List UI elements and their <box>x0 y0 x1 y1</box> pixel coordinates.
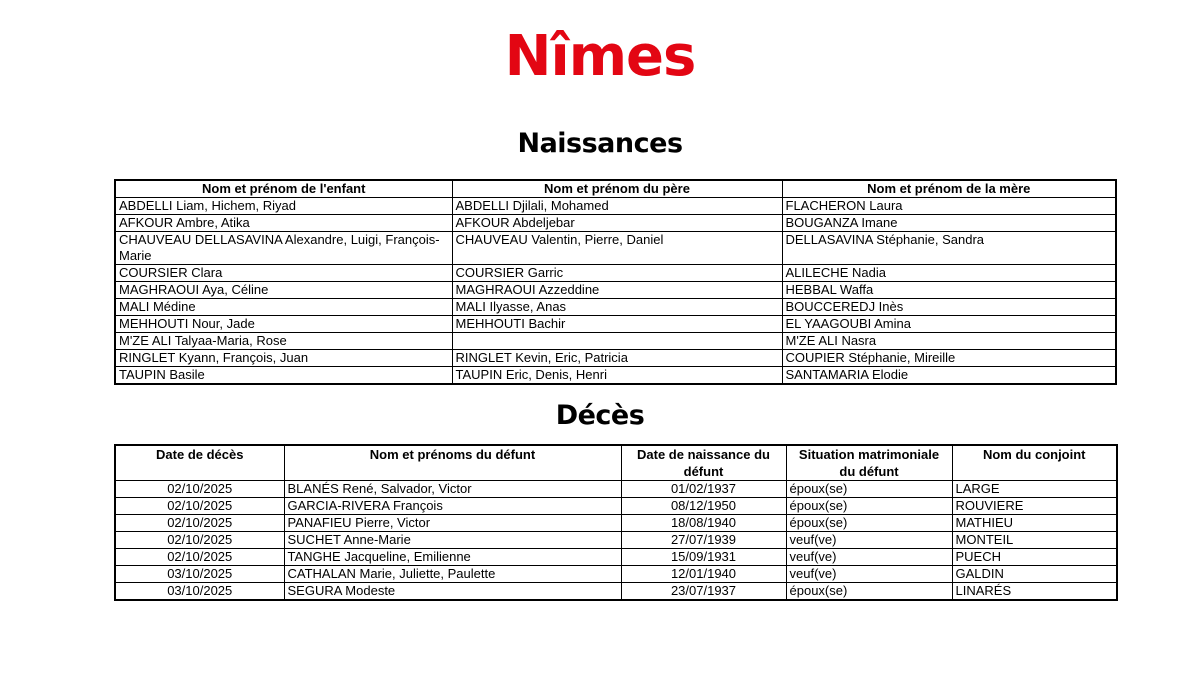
mother-name: HEBBAL Waffa <box>782 282 1116 299</box>
child-name: TAUPIN Basile <box>115 367 452 385</box>
deceased-name: SEGURA Modeste <box>284 583 621 601</box>
spouse-name: LINARÉS <box>952 583 1117 601</box>
spouse-name: GALDIN <box>952 566 1117 583</box>
birth-date: 15/09/1931 <box>621 549 786 566</box>
header-death-date: Date de décès <box>115 445 284 481</box>
death-date: 03/10/2025 <box>115 583 284 601</box>
mother-name: COUPIER Stéphanie, Mireille <box>782 350 1116 367</box>
mother-name: FLACHERON Laura <box>782 198 1116 215</box>
table-row <box>115 566 1117 583</box>
marital-status: veuf(ve) <box>786 532 952 549</box>
table-row <box>115 299 1116 316</box>
table-row <box>115 198 1116 215</box>
table-row <box>115 333 1116 350</box>
table-row <box>115 532 1117 549</box>
father-name: MEHHOUTI Bachir <box>452 316 782 333</box>
table-row <box>115 232 1116 265</box>
birth-date: 23/07/1937 <box>621 583 786 601</box>
child-name: RINGLET Kyann, François, Juan <box>115 350 452 367</box>
child-name: COURSIER Clara <box>115 265 452 282</box>
mother-name: DELLASAVINA Stéphanie, Sandra <box>782 232 1116 265</box>
death-date: 03/10/2025 <box>115 566 284 583</box>
marital-status: veuf(ve) <box>786 549 952 566</box>
death-date: 02/10/2025 <box>115 532 284 549</box>
deceased-name: BLANÉS René, Salvador, Victor <box>284 481 621 498</box>
spouse-name: ROUVIERE <box>952 498 1117 515</box>
city-title: Nîmes <box>504 24 696 89</box>
marital-status: époux(se) <box>786 498 952 515</box>
child-name: MALI Médine <box>115 299 452 316</box>
table-row <box>115 265 1116 282</box>
child-name: CHAUVEAU DELLASAVINA Alexandre, Luigi, François-Marie <box>115 232 452 265</box>
table-row <box>115 316 1116 333</box>
father-name: TAUPIN Eric, Denis, Henri <box>452 367 782 385</box>
table-row <box>115 367 1116 385</box>
mother-name: ALILECHE Nadia <box>782 265 1116 282</box>
marital-status: époux(se) <box>786 481 952 498</box>
spouse-name: LARGE <box>952 481 1117 498</box>
birth-date: 01/02/1937 <box>621 481 786 498</box>
father-name: MALI Ilyasse, Anas <box>452 299 782 316</box>
table-row <box>115 498 1117 515</box>
child-name: MEHHOUTI Nour, Jade <box>115 316 452 333</box>
deaths-table <box>114 444 1118 601</box>
spouse-name: MONTEIL <box>952 532 1117 549</box>
birth-date: 12/01/1940 <box>621 566 786 583</box>
header-spouse-name: Nom du conjoint <box>952 445 1117 481</box>
table-row <box>115 282 1116 299</box>
deceased-name: CATHALAN Marie, Juliette, Paulette <box>284 566 621 583</box>
father-name: CHAUVEAU Valentin, Pierre, Daniel <box>452 232 782 265</box>
deaths-section-title: Décès <box>555 400 645 431</box>
deceased-name: SUCHET Anne-Marie <box>284 532 621 549</box>
mother-name: BOUGANZA Imane <box>782 215 1116 232</box>
mother-name: SANTAMARIA Elodie <box>782 367 1116 385</box>
table-row <box>115 481 1117 498</box>
spouse-name: MATHIEU <box>952 515 1117 532</box>
child-name: AFKOUR Ambre, Atika <box>115 215 452 232</box>
header-father-name: Nom et prénom du père <box>452 180 782 198</box>
header-mother-name: Nom et prénom de la mère <box>782 180 1116 198</box>
child-name: M'ZE ALI Talyaa-Maria, Rose <box>115 333 452 350</box>
header-birth-date: Date de naissance du défunt <box>621 445 786 481</box>
death-date: 02/10/2025 <box>115 515 284 532</box>
marital-status: époux(se) <box>786 515 952 532</box>
death-date: 02/10/2025 <box>115 549 284 566</box>
table-row <box>115 583 1117 601</box>
child-name: MAGHRAOUI Aya, Céline <box>115 282 452 299</box>
birth-date: 27/07/1939 <box>621 532 786 549</box>
deceased-name: PANAFIEU Pierre, Victor <box>284 515 621 532</box>
table-row <box>115 549 1117 566</box>
death-date: 02/10/2025 <box>115 481 284 498</box>
deaths-header-row <box>115 445 1117 481</box>
father-name: RINGLET Kevin, Eric, Patricia <box>452 350 782 367</box>
death-date: 02/10/2025 <box>115 498 284 515</box>
mother-name: BOUCCEREDJ Inès <box>782 299 1116 316</box>
table-row <box>115 515 1117 532</box>
father-name: AFKOUR Abdeljebar <box>452 215 782 232</box>
births-section-title: Naissances <box>517 128 683 159</box>
marital-status: veuf(ve) <box>786 566 952 583</box>
marital-status: époux(se) <box>786 583 952 601</box>
mother-name: EL YAAGOUBI Amina <box>782 316 1116 333</box>
spouse-name: PUECH <box>952 549 1117 566</box>
father-name: MAGHRAOUI Azzeddine <box>452 282 782 299</box>
table-row <box>115 215 1116 232</box>
header-child-name: Nom et prénom de l'enfant <box>115 180 452 198</box>
deceased-name: GARCIA-RIVERA François <box>284 498 621 515</box>
birth-date: 18/08/1940 <box>621 515 786 532</box>
births-header-row <box>115 180 1116 198</box>
father-name: ABDELLI Djilali, Mohamed <box>452 198 782 215</box>
deceased-name: TANGHE Jacqueline, Emilienne <box>284 549 621 566</box>
child-name: ABDELLI Liam, Hichem, Riyad <box>115 198 452 215</box>
table-row <box>115 350 1116 367</box>
father-name <box>452 333 782 350</box>
header-deceased-name: Nom et prénoms du défunt <box>284 445 621 481</box>
birth-date: 08/12/1950 <box>621 498 786 515</box>
births-table <box>114 179 1117 385</box>
header-marital-status: Situation matrimoniale du défunt <box>786 445 952 481</box>
mother-name: M'ZE ALI Nasra <box>782 333 1116 350</box>
father-name: COURSIER Garric <box>452 265 782 282</box>
